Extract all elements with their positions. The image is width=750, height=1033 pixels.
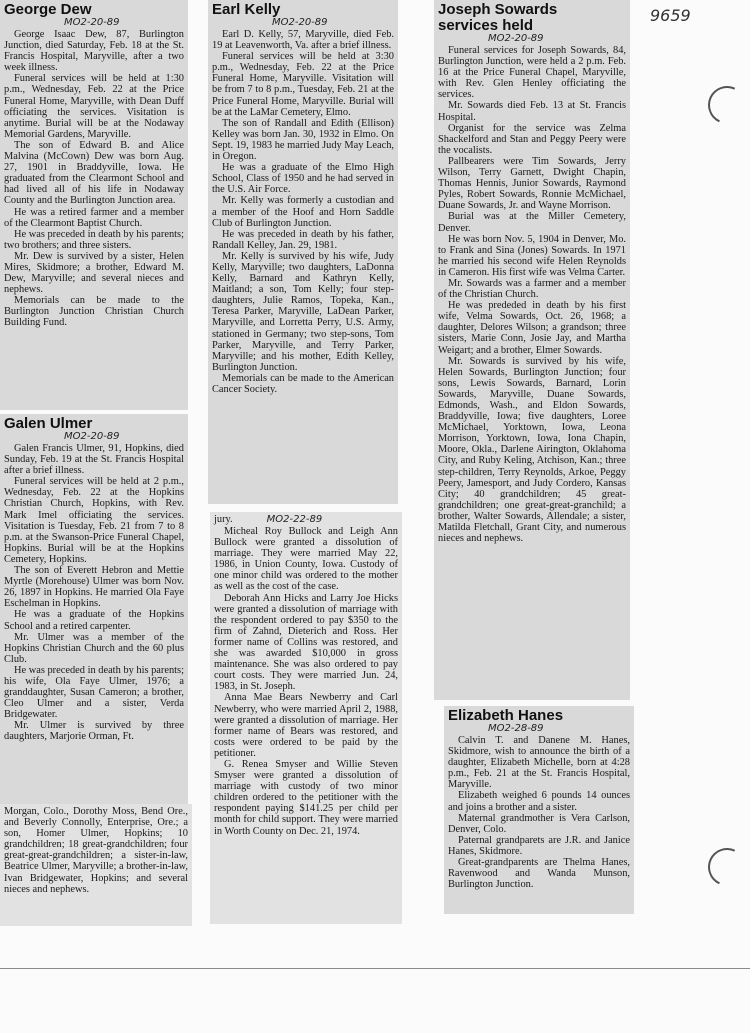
clipping-court-dissolutions	[210, 512, 402, 924]
obituary-title: Joseph Sowards services held	[438, 1, 558, 34]
handwritten-date: MO2-28-89	[488, 723, 544, 734]
paragraph-lead: jury.	[214, 514, 233, 525]
punch-hole-bottom	[703, 843, 750, 892]
clipping-galen-ulmer	[0, 414, 188, 804]
paragraph: The son of Everett Hebron and Mettie Myrtle (Morehouse) Ulmer was born Nov. 26, 1897 in Hopkins. He married Ola Faye Eschelman in Hopkins.	[4, 565, 184, 610]
paragraph: Funeral services for Joseph Sowards, 84, Burlington Junction, were held a 2 p.m. Feb. 16 at the Price Funeral Chapel, Maryville, with Rev. Glen Henley officiating the services.	[438, 45, 626, 101]
archive-number: 9659	[650, 6, 691, 25]
paragraph: He was preceded in death by his parents; two brothers; and three sisters.	[4, 228, 184, 251]
paragraph: Pallbearers were Tim Sowards, Jerry Wilson, Terry Garnett, Dwight Chapin, Thomas Hennis, Junior Sowards, Raymond Pyles, Robert Sowards, Ronnie McMichael, Duane Sowards, Jr. and Wayne Morrison.	[438, 155, 626, 212]
paragraph: Micheal Roy Bullock and Leigh Ann Bullock were granted a dissolution of marriage. They were married May 22, 1986, in Union County, Iowa. Custody of one minor child was ordered to the mother as well as the cost of the case.	[214, 526, 398, 593]
paragraph: Elizabeth weighed 6 pounds 14 ounces and joins a brother and a sister.	[448, 790, 630, 813]
obituary-title: Galen Ulmer	[4, 415, 93, 432]
paragraph: Mr. Dew is survived by a sister, Helen Mires, Skidmore; a brother, Edward M. Dew, Maryville; and several nieces and nephews.	[4, 250, 184, 296]
paragraph: Deborah Ann Hicks and Larry Joe Hicks were granted a dissolution of marriage with the respondent ordered to pay $350 to the firm of Zahnd, Dieterich and Ross. Her former name of Collins was restored, and she was awarded $10,000 in gross maintenance. She was also ordered to pay court costs. They were married Jun. 24, 1983, in St. Joseph.	[214, 592, 398, 693]
handwritten-date: MO2-20-89	[488, 33, 544, 44]
handwritten-date: MO2-20-89	[64, 17, 120, 28]
paragraph: Mr. Ulmer was a member of the Hopkins Christian Church and the 60 plus Club.	[4, 631, 184, 665]
handwritten-date: MO2-20-89	[272, 17, 328, 28]
paragraph: The son of Randall and Edith (Ellison) Kelley was born Jan. 30, 1932 in Elmo. On Sept. 19, 1983 he married Judy May Leach, in Oregon.	[212, 117, 394, 163]
paragraph: He was a graduate of the Elmo High School, Class of 1950 and he had served in the U.S. Air Force.	[212, 162, 394, 196]
paragraph: Calvin T. and Danene M. Hanes, Skidmore, wish to announce the birth of a daughter, Elizabeth Michelle, born at 4:28 p.m., Feb. 21 at the St. Francis Hospital, Maryville.	[448, 735, 630, 791]
paragraph: Morgan, Colo., Dorothy Moss, Bend Ore., and Beverly Connolly, Enterprise, Ore.; a son, Homer Ulmer, Hopkins; 10 grandchildren; 18 great-grandchildren; four great-great-grandchildren; a sister-in-law, Beatrice Ulmer, Maryville; a brother-in-law, Ivan Bridgewater, Hopkins; and several nieces and nephews.	[4, 806, 188, 895]
paragraph: He was preceded in death by his parents; his wife, Ola Faye Ulmer, 1976; a granddaughter, Susan Cameron; a brother, Cleo Ulmer and a sister, Verda Bridgewater.	[4, 664, 184, 721]
page-divider	[0, 968, 750, 969]
paragraph: Memorials can be made to the American Cancer Society.	[212, 372, 394, 395]
handwritten-date: MO2-20-89	[64, 431, 120, 442]
paragraph: He was prededed in death by his first wife, Velma Sowards, Oct. 26, 1968; a daughter, Delores Wilson; a grandson; three sisters, Marie Conn, Josie Jay, and Martha Weigart; and a brother, Elmer Sowards.	[438, 300, 626, 356]
paragraph: He was a graduate of the Hopkins School and a retired carpenter.	[4, 609, 184, 632]
handwritten-date: MO2-22-89	[266, 514, 323, 525]
punch-hole-top	[703, 81, 750, 130]
birth-announcement-title: Elizabeth Hanes	[448, 707, 564, 724]
paragraph: Galen Francis Ulmer, 91, Hopkins, died Sunday, Feb. 19 at the St. Francis Hospital after a brief illness.	[4, 443, 184, 477]
paragraph: He was a retired farmer and a member of the Clearmont Baptist Church.	[4, 206, 184, 229]
paragraph: Memorials can be made to the Burlington Junction Christian Church Building Fund.	[4, 295, 184, 329]
obituary-title: George Dew	[4, 1, 92, 18]
paragraph: Mr. Sowards was a farmer and a member of the Christian Church.	[438, 277, 626, 301]
paragraph: Burial was at the Miller Cemetery, Denver.	[438, 211, 626, 234]
paragraph: G. Renea Smyser and Willie Steven Smyser were granted a dissolution of marriage with custody of two minor children ordered to the petitioner with the respondent paying $141.25 per child per month for child support. They were married in Worth County on Dec. 21, 1974.	[214, 758, 398, 837]
clipping-earl-kelly	[208, 0, 398, 504]
paragraph: Anna Mae Bears Newberry and Carl Newberry, who were married April 2, 1988, were granted a dissolution of marriage. Her former name of Bears was restored, and costs were ordered to be paid by the petitioner.	[214, 692, 398, 759]
paragraph: He was born Nov. 5, 1904 in Denver, Mo. to Frank and Sina (Jones) Sowards. In 1971 he married his second wife Helen Reynolds in Cameron. His first wife was Velma Carter.	[438, 233, 626, 278]
paragraph: Mr. Sowards died Feb. 13 at St. Francis Hospital.	[438, 100, 626, 123]
paragraph: George Isaac Dew, 87, Burlington Junction, died Saturday, Feb. 18 at the St. Francis Hospital, Maryville, after a two week illness.	[4, 29, 184, 74]
paragraph: Mr. Kelly was formerly a custodian and a member of the Hoof and Horn Saddle Club of Burlington Junction.	[212, 195, 394, 229]
paragraph: Earl D. Kelly, 57, Maryville, died Feb. 19 at Leavenworth, Va. after a brief illness.	[212, 29, 394, 52]
obituary-title: Earl Kelly	[212, 1, 281, 18]
paragraph: Paternal grandparets are J.R. and Janice Hanes, Skidmore.	[448, 834, 630, 857]
clipping-elizabeth-hanes	[444, 706, 634, 914]
paragraph: Mr. Sowards is survived by his wife, Helen Sowards, Burlington Junction; four sons, Lewis Sowards, Barnard, Lorin Sowards, Maryville, Duane Sowards, Edmonds, Wash., and Eldon Sowards, Braddyville, Iowa; five daughters, Loree McMichael, Yorktown, Iowa, Leona Morrison, Yorktown, Iowa, Iona Chapin, Moore, Okla., Darlene Airington, Oklahoma City, and Ruby Keling, Atchison, Kan.; three step-children, Terry Reynolds, Arkoe, Peggy Peery, Jamesport, and Judy Cordero, Kansas City; 40 grandchildren; 45 great-grandchildren; one great-great-granchild; a brother, Walter Sowards, Allendale; a sister, Matilda Fletchall, Grant City, and numerous nieces and nephews.	[438, 355, 626, 545]
clipping-galen-ulmer-continued	[0, 804, 192, 926]
clipping-joseph-sowards	[434, 0, 630, 700]
paragraph: Funeral services will be held at 3:30 p.m., Wednesday, Feb. 22 at the Price Funeral Home, Maryville. Visitation will be from 7 to 8 p.m., Tuesday, Feb. 21 at the Price Funeral Home, Maryville. Burial will be at the LaMar Cemetery, Elmo.	[212, 51, 394, 118]
paragraph: Funeral services will be held at 2 p.m., Wednesday, Feb. 22 at the Hopkins Christian Church, Hopkins, with Rev. Mark Imel officiating the services. Visitation is Tuesday, Feb. 21 from 7 to 8 p.m. at the Swanson-Price Funeral Chapel, Hopkins. Burial will be at the Hopkins Cemetery, Hopkins.	[4, 476, 184, 565]
paragraph: Great-grandparents are Thelma Hanes, Ravenwood and Wanda Munson, Burlington Junction.	[448, 857, 630, 891]
paragraph: Funeral services will be held at 1:30 p.m., Wednesday, Feb. 22 at the Price Funeral Home, Maryville, with Dean Duff officiating the services. Visitation is anytime. Burial will be at the Nodaway Memorial Gardens, Maryville.	[4, 73, 184, 140]
paragraph: The son of Edward B. and Alice Malvina (McCown) Dew was born Aug. 27, 1901 in Braddyville, Iowa. He graduated from the Clearmont School and had lived all of his life in Nodaway County and the Burlington Junction area.	[4, 139, 184, 207]
paragraph: Mr. Ulmer is survived by three daughters, Marjorie Orman, Ft.	[4, 720, 184, 743]
paragraph: Maternal grandmother is Vera Carlson, Denver, Colo.	[448, 812, 630, 835]
clipping-george-dew	[0, 0, 188, 410]
paragraph: Mr. Kelly is survived by his wife, Judy Kelly, Maryville; two daughters, LaDonna Kelly, Barnard and Kathryn Kelly, Maitland; a son, Tom Kelly; four step-daughters, Julie Ramos, Topeka, Kan., Teresa Parker, Maryville, LaDean Parker, Maryville, and Lorretta Perry, U.S. Army, stationed in Germany; two step-sons, Tom Parker, Maryville, and Terry Parker, Maryville; and his mother, Edith Kelley, Burlington Junction.	[212, 250, 394, 373]
paragraph: Organist for the service was Zelma Shackelford and Stan and Peggy Peery were the vocalists.	[438, 122, 626, 156]
paragraph: He was preceded in death by his father, Randall Kelley, Jan. 29, 1981.	[212, 228, 394, 251]
